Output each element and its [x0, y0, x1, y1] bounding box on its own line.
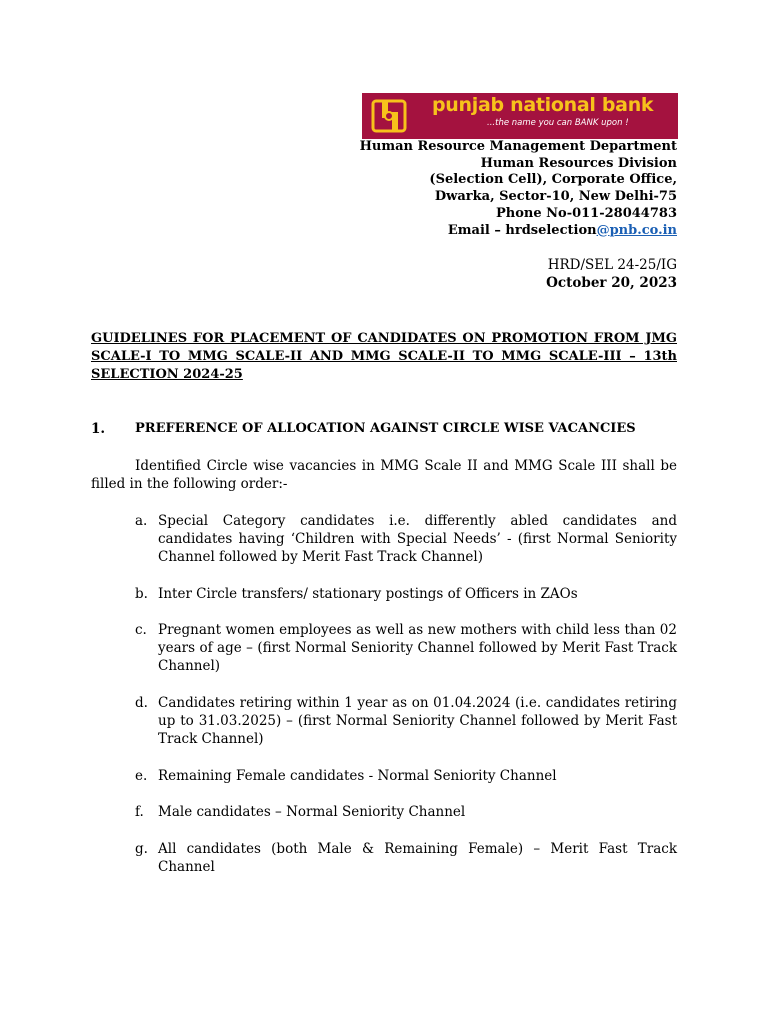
list-marker: a.: [135, 513, 148, 529]
address-line: Human Resource Management Department: [359, 139, 677, 154]
list-item-text: Candidates retiring within 1 year as on 01.04.2024 (i.e. candidates retiring up to 31.03.2025) – (first Normal Seniority Channel followed by Merit Fast Track Channel): [158, 695, 677, 747]
list-item: [135, 767, 677, 785]
email-line: [360, 223, 677, 240]
list-item-text: Special Category candidates i.e. differently abled candidates and candidates having ‘Children with Special Needs’ - (first Normal Seniority Channel followed by Merit Fast Track Channel): [158, 513, 677, 565]
list-item-text: Inter Circle transfers/ stationary postings of Officers in ZAOs: [158, 586, 578, 602]
list-item: [135, 585, 677, 603]
section-number: 1.: [91, 421, 106, 437]
logo-tagline: ...the name you can BANK upon !: [487, 118, 629, 128]
email-label: Email – hrdselection: [447, 222, 597, 238]
list-item-text: Male candidates – Normal Seniority Channel: [158, 804, 466, 820]
list-item: [135, 694, 677, 748]
section-intro: Identified Circle wise vacancies in MMG Scale II and MMG Scale III shall be filled in the following order:-: [91, 458, 677, 492]
list-item-text: Remaining Female candidates - Normal Seniority Channel: [158, 768, 557, 784]
list-item: [135, 621, 677, 675]
list-item: [135, 803, 677, 821]
list-marker: c.: [135, 622, 147, 638]
address-line: Dwarka, Sector-10, New Delhi-75: [434, 189, 677, 205]
section-title: PREFERENCE OF ALLOCATION AGAINST CIRCLE WISE VACANCIES: [135, 421, 636, 436]
phone-line: Phone No-011-28044783: [496, 205, 677, 221]
list-item-text: All candidates (both Male & Remaining Female) – Merit Fast Track Channel: [158, 841, 677, 875]
address-line: Human Resources Division: [480, 155, 677, 171]
list-marker: d.: [135, 695, 148, 711]
document-date: October 20, 2023: [546, 275, 677, 291]
list-item: [135, 512, 677, 566]
pnb-emblem-icon: [370, 98, 408, 134]
list-marker: e.: [135, 768, 148, 784]
address-line: (Selection Cell), Corporate Office,: [429, 172, 677, 188]
email-link[interactable]: @pnb.co.in: [596, 222, 677, 238]
pnb-logo: [362, 93, 678, 139]
document-heading: GUIDELINES FOR PLACEMENT OF CANDIDATES ON PROMOTION FROM JMG SCALE-I TO MMG SCALE-II AND MMG SCALE-II TO MMG SCALE-III – 13th SELECTION 2024-25: [91, 331, 677, 382]
logo-bank-name: punjab national bank: [432, 94, 654, 116]
reference-number: HRD/SEL 24-25/IG: [547, 257, 677, 273]
list-item: [135, 840, 677, 876]
list-item-text: Pregnant women employees as well as new mothers with child less than 02 years of age – (first Normal Seniority Channel followed by Merit Fast Track Channel): [158, 622, 677, 674]
address-block: [360, 139, 677, 239]
list-marker: f.: [135, 804, 144, 820]
list-marker: g.: [135, 841, 148, 857]
list-marker: b.: [135, 586, 148, 602]
